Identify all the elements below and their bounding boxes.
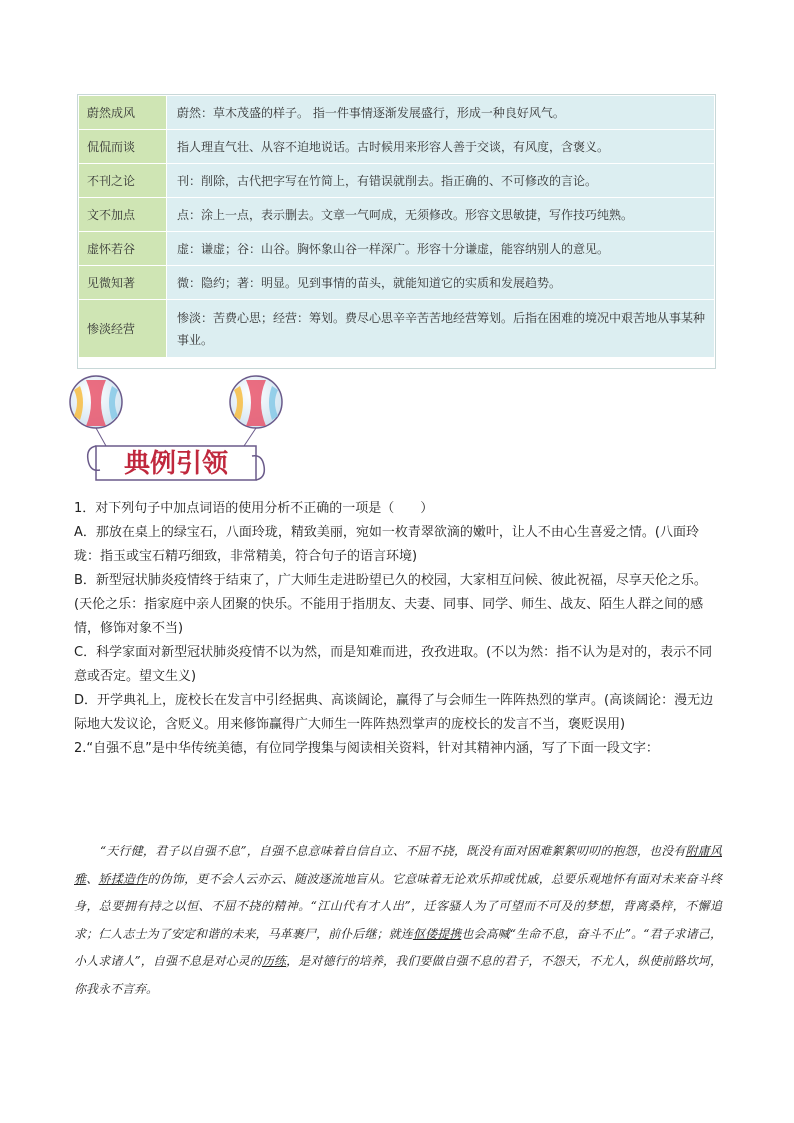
example-banner <box>66 368 286 490</box>
vocab-row <box>79 130 715 164</box>
q1-option-b: B．新型冠状肺炎疫情终于结束了，广大师生走进盼望已久的校园，大家相互问候、彼此祝福，尽享天伦之乐。(天伦之乐：指家庭中亲人团聚的快乐。不能用于指朋友、夫妻、同事、同学、师生、战友、陌生人群之间的感情，修饰对象不当) <box>74 573 707 636</box>
underlined-phrase: 附庸风雅 <box>74 844 722 886</box>
q1-stem: 1．对下列句子中加点词语的使用分析不正确的一项是（ ） <box>74 501 434 516</box>
vocab-row <box>79 232 715 266</box>
vocab-term: 惨淡经营 <box>79 300 167 358</box>
balloon-left-icon <box>70 376 122 446</box>
vocab-term: 文不加点 <box>79 198 167 232</box>
vocab-row <box>79 96 715 130</box>
vocab-definition: 微：隐约；著：明显。见到事情的苗头，就能知道它的实质和发展趋势。 <box>167 266 715 300</box>
vocab-term: 侃侃而谈 <box>79 130 167 164</box>
vocab-term: 蔚然成风 <box>79 96 167 130</box>
vocab-definition: 虚：谦虚；谷：山谷。胸怀象山谷一样深广。形容十分谦虚，能容纳别人的意见。 <box>167 232 715 266</box>
banner-title: 典例引领 <box>123 449 229 479</box>
q1-option-d: D．开学典礼上，庞校长在发言中引经据典、高谈阔论，赢得了与会师生一阵阵热烈的掌声。(高谈阔论：漫无边际地大发议论，含贬义。用来修饰赢得广大师生一阵阵热烈掌声的庞校长的发言不当，褒贬误用) <box>74 693 714 732</box>
q2-stem: 2.“自强不息”是中华传统美德，有位同学搜集与阅读相关资料，针对其精神内涵，写了下面一段文字： <box>74 741 659 756</box>
vocab-table <box>78 95 715 358</box>
vocab-row <box>79 266 715 300</box>
vocab-definition: 点：涂上一点，表示删去。文章一气呵成，无须修改。形容文思敏捷，写作技巧纯熟。 <box>167 198 715 232</box>
vocab-row <box>79 164 715 198</box>
vocab-row <box>79 198 715 232</box>
underlined-phrase: 历练 <box>261 954 287 968</box>
q2-passage: “天行健，君子以自强不息”，自强不息意味着自信自立、不屈不挠，既没有面对困难絮絮叨叨的抱怨，也没有附庸风雅、矫揉造作的伪饰，更不会人云亦云、随波逐流地盲从。它意味着无论欢乐抑或忧戚，总要乐观地怀有面对未来奋斗终身，总要拥有持之以恒、不屈不挠的精神。“江山代有才人出”，迁客骚人为了可望而不可及的梦想，背离桑梓，不懈追求；仁人志士为了安定和谐的未来，马革裹尸，前仆后继；就连伛偻提携也会高喊“生命不息，奋斗不止”。“君子求诸己，小人求诸人”，自强不息是对心灵的历练，是对德行的培养，我们要做自强不息的君子，不怨天，不尤人，纵使前路坎坷，你我永不言弃。 <box>74 844 722 996</box>
vocab-term: 不刊之论 <box>79 164 167 198</box>
underlined-phrase: 伛偻提携 <box>412 926 462 941</box>
balloon-right-icon <box>230 376 282 446</box>
question-1 <box>74 497 722 761</box>
underlined-phrase: 矫揉造作 <box>98 871 148 886</box>
vocab-term: 虚怀若谷 <box>79 232 167 266</box>
q1-option-a: A．那放在桌上的绿宝石，八面玲珑，精致美丽，宛如一枚青翠欲滴的嫩叶，让人不由心生喜爱之情。(八面玲珑：指玉或宝石精巧细致，非常精美，符合句子的语言环境) <box>74 525 699 564</box>
vocab-term: 见微知著 <box>79 266 167 300</box>
vocab-definition: 惨淡：苦费心思；经营：筹划。费尽心思辛辛苦苦地经营筹划。后指在困难的境况中艰苦地从事某种事业。 <box>167 300 715 358</box>
vocab-definition: 刊：削除，古代把字写在竹简上，有错误就削去。指正确的、不可修改的言论。 <box>167 164 715 198</box>
vocab-definition: 蔚然：草木茂盛的样子。 指一件事情逐渐发展盛行，形成一种良好风气。 <box>167 96 715 130</box>
vocab-row <box>79 300 715 358</box>
q1-option-c: C．科学家面对新型冠状肺炎疫情不以为然，而是知难而进，孜孜进取。(不以为然：指不认为是对的，表示不同意或否定。望文生义) <box>74 645 713 684</box>
vocab-definition: 指人理直气壮、从容不迫地说话。古时候用来形容人善于交谈，有风度，含褒义。 <box>167 130 715 164</box>
